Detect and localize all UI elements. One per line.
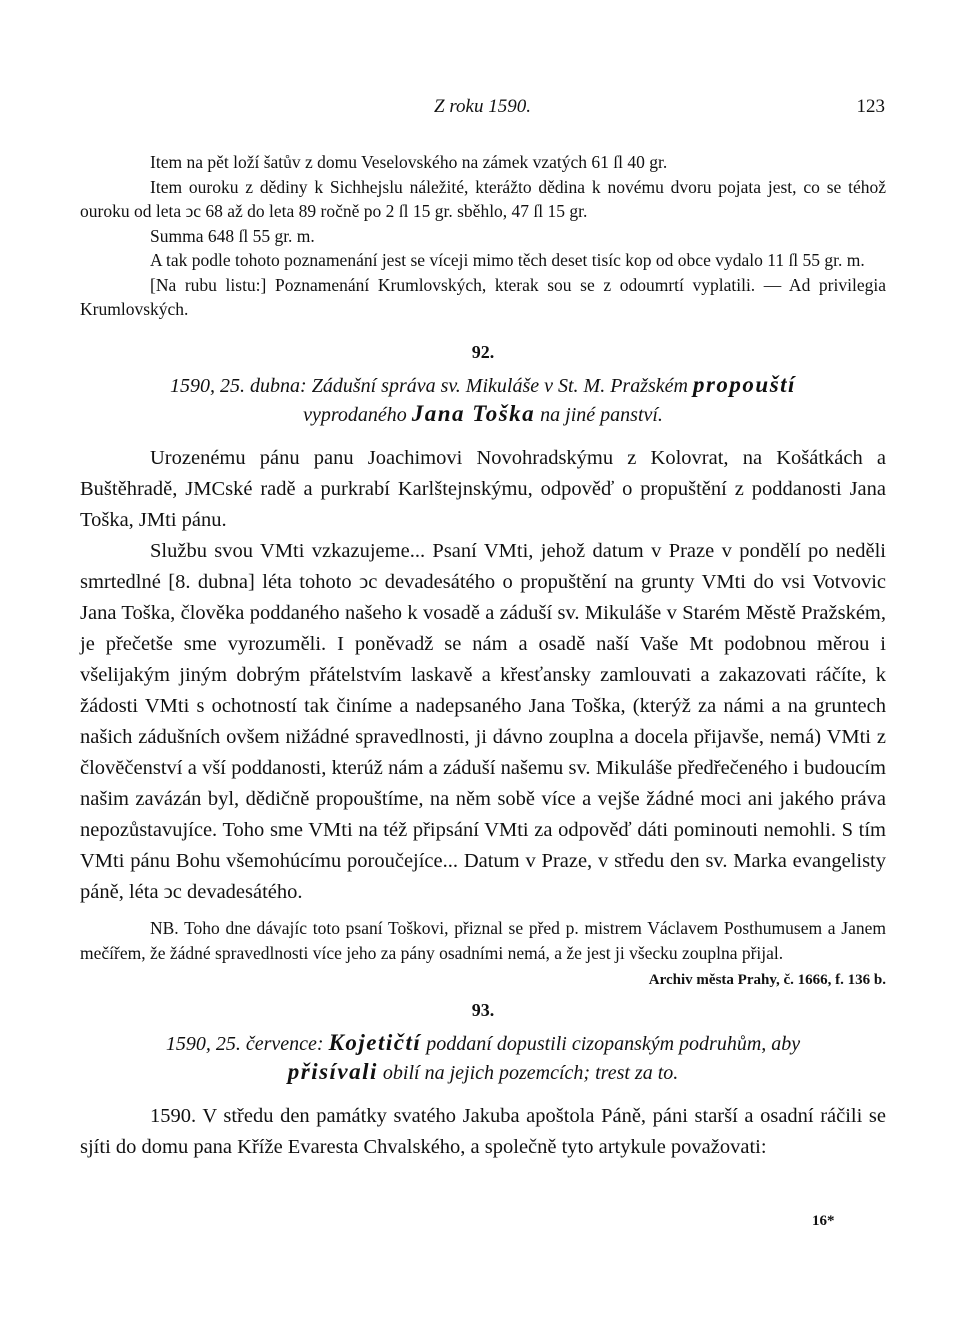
regest-93-mid: poddaní dopustili cizopanským podruhům, aby xyxy=(426,1032,801,1055)
regest-93 xyxy=(80,1029,886,1087)
signature-mark: 16* xyxy=(812,1213,835,1229)
intro-paragraph-5: [Na rubu listu:] Poznamenání Krumlovských, kterak sou se z odoumrtí vyplatili. — Ad privilegia Krumlovských. xyxy=(80,274,886,319)
document-92-letter: Službu svou VMti vzkazujeme... Psaní VMti, jehož datum v Praze v pondělí po neděli smrtedlné [8. dubna] léta tohoto ↄc devadesátého o propuštění na grunty VMti do vsi Votvovic Jana Toška, člověka poddaného našeho k vosadě a záduší sv. Mikuláše v Starém Městě Pražském, je přečetše sme vyrozuměli. I poněvadž se nám a osadě naší Vaše Mt podobnou měrou i všelijakým jiným dobrým přátelstvím laskavě a křesťansky zamlouvati a zakazovati ráčíte, k žádosti VMti s ochotností tak činíme a nadepsaného Jana Toška, (kterýž za námi a na gruntech našich zádušních ovšem nižádné spravedlnosti, ji dávno zouplna a docela přijavše, nemá) VMti z človĕčenství a vší poddanosti, kterúž nám a záduší našemu sv. Mikuláše předřečeného i budoucím našim zavázán byl, dědičně propouštíme, na něm sobě více a vejše žádné moci ani jakého práva nepozůstavujíce. Toho sme VMti na též připsání VMti za odpověď dáti pominouti nemohli. S tím VMti pánu Bohu všemohúcímu poroučejíce... Datum v Praze, v středu den sv. Marka evangelisty páně, léta ↄc devadesátého. xyxy=(80,539,886,903)
document-number-92: 92. xyxy=(471,341,495,362)
document-93-text xyxy=(80,1101,886,1163)
document-92-text xyxy=(80,443,886,908)
document-93-paragraph: 1590. V středu den památky svatého Jakuba apoštola Páně, páni starší a osadní ráčili se sjíti do domu pana Kříže Evaresta Chvalského, a společně tyto artykule považovati: xyxy=(80,1104,886,1158)
intro-paragraph-4: A tak podle tohoto poznamenání jest se víceji mimo těch deset tisíc kop od obce vydalo 11 ſl 55 gr. m. xyxy=(150,250,865,270)
regest-92-pre: 1590, 25. dubna: Zádušní správa sv. Mikuláše v St. M. Pražském xyxy=(170,374,688,397)
regest-92 xyxy=(80,371,886,429)
document-92-address: Urozenému pánu panu Joachimovi Novohradskýmu z Kolovrat, na Košátkách a Buštěhradě, JMCské radě a purkrabí Karlštejnskýmu, odpověď o propuštění z poddanosti Jana Toška, JMti pánu. xyxy=(80,446,886,531)
intro-section xyxy=(80,150,886,322)
intro-paragraph-2: Item ouroku z dědiny k Sichhejslu náležité, kterážto dědina k novému dvoru pojata jest, co se téhož ouroku od leta ↄc 68 až do leta 89 ročně po 2 ſl 15 gr. sběhlo, 47 ſl 15 gr. xyxy=(80,176,886,221)
regest-93-pre: 1590, 25. července: xyxy=(165,1032,324,1055)
intro-summa: Summa 648 ſl 55 gr. m. xyxy=(150,225,315,246)
regest-92-name: Jana Toška xyxy=(411,400,536,426)
nb-text: NB. Toho dne dávajíc toto psaní Toškovi, přiznal se před p. mistrem Václavem Posthumusem a Janem mečířem, že žádné spravedlnosti více jeho za pány osadními nemá, a že jest ji všecku zouplna přijal. xyxy=(80,917,886,963)
page-body xyxy=(80,150,886,1163)
regest-93-keyword-2: přisívali xyxy=(287,1058,378,1084)
page-header xyxy=(80,96,885,126)
regest-92-keyword: propouští xyxy=(692,371,796,397)
document-92-note xyxy=(80,916,886,988)
document-number-93: 93. xyxy=(471,999,495,1020)
regest-92-post: na jiné panství. xyxy=(540,403,663,426)
regest-92-mid: vyprodaného xyxy=(303,403,407,426)
running-title: Z roku 1590. xyxy=(434,96,531,117)
archive-source: Archiv města Prahy, č. 1666, f. 136 b. xyxy=(648,971,886,988)
regest-93-post: obilí na jejich pozemcích; trest za to. xyxy=(382,1061,679,1084)
intro-paragraph-1: Item na pět loží šatův z domu Veselovského na zámek vzatých 61 ſl 40 gr. xyxy=(150,152,668,172)
regest-93-keyword: Kojetičtí xyxy=(328,1029,422,1055)
page-number: 123 xyxy=(856,96,885,117)
